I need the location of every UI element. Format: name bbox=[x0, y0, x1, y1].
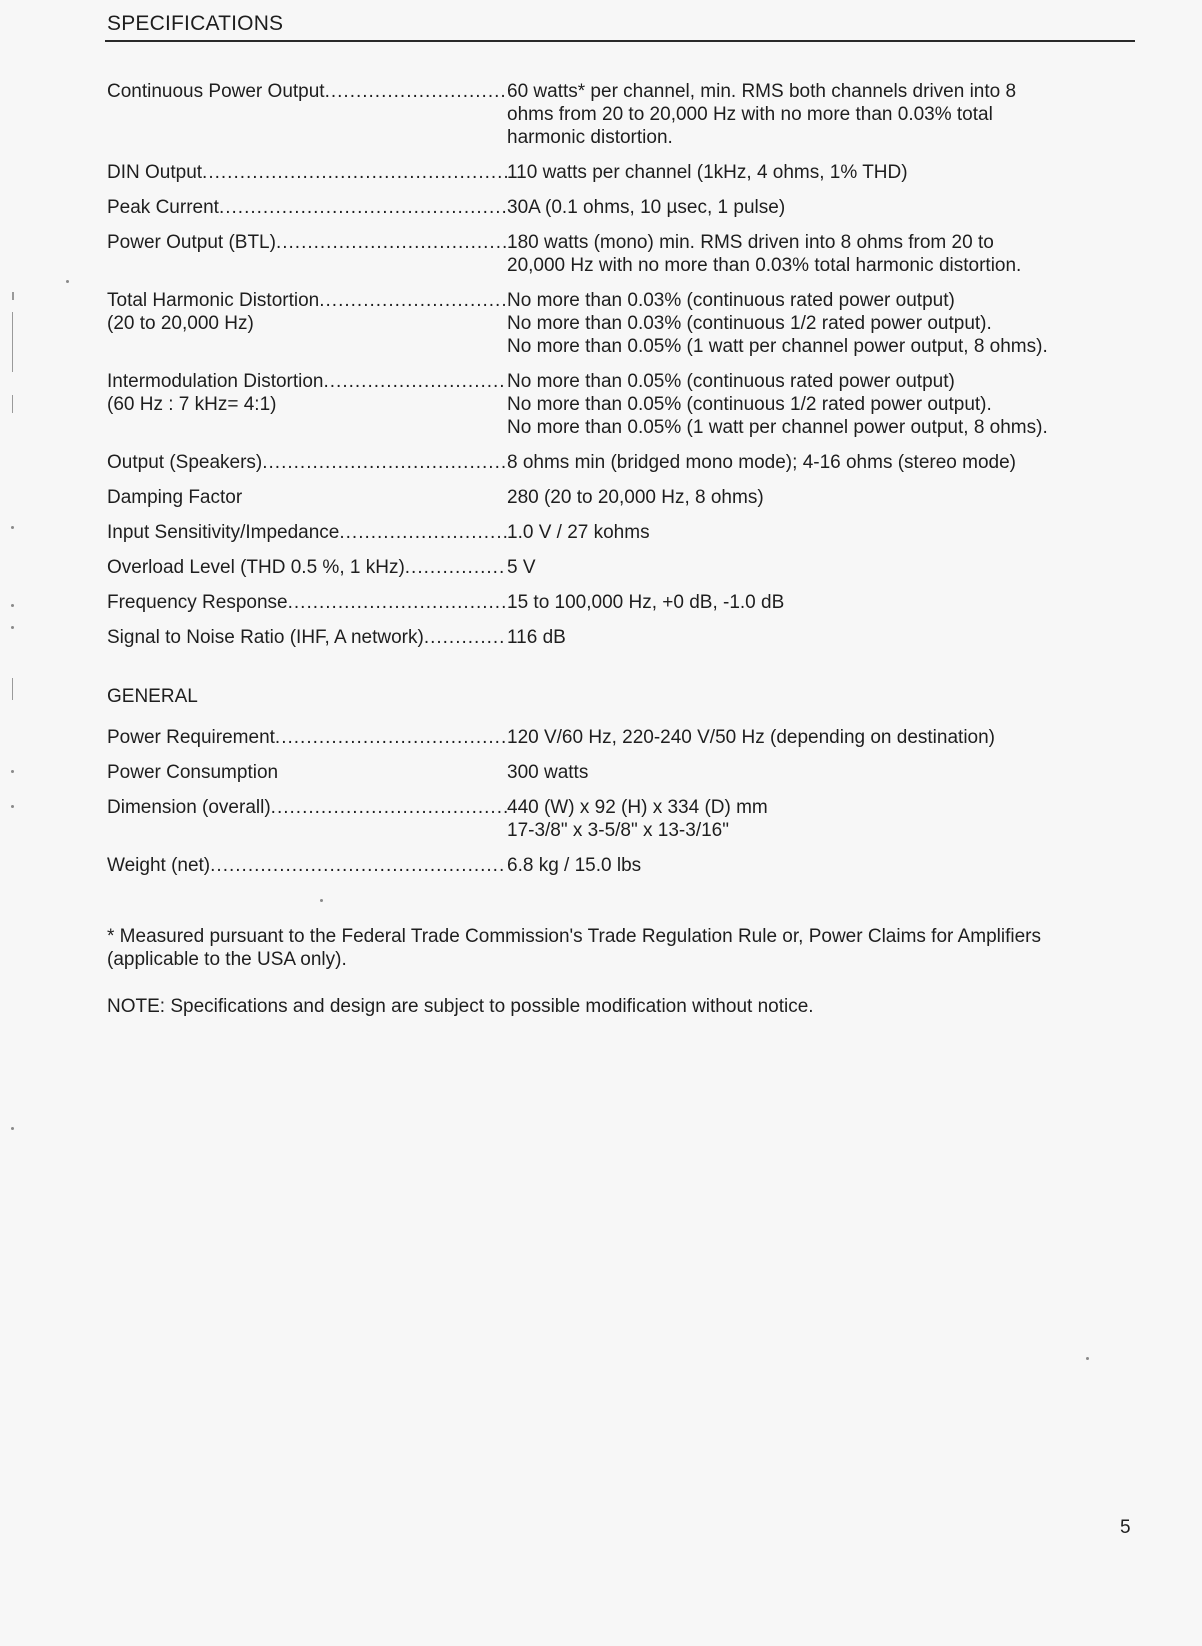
spec-value-line: 6.8 kg / 15.0 lbs bbox=[507, 855, 642, 876]
spec-label-line bbox=[107, 486, 507, 509]
spec-label bbox=[107, 289, 507, 358]
spec-value-line: No more than 0.03% (continuous 1/2 rated power output). bbox=[507, 313, 992, 334]
spec-row bbox=[107, 726, 1127, 749]
spec-label bbox=[107, 80, 507, 149]
spec-value-line: 116 dB bbox=[507, 627, 566, 648]
spec-value-line: 15 to 100,000 Hz, +0 dB, -1.0 dB bbox=[507, 592, 785, 613]
general-specifications-list bbox=[107, 726, 1127, 889]
spec-label-text: (60 Hz : 7 kHz= 4:1) bbox=[107, 394, 277, 415]
spec-label-line bbox=[107, 726, 507, 749]
dot-leader bbox=[319, 289, 507, 312]
spec-label-line bbox=[107, 231, 507, 254]
spec-value-line: 30A (0.1 ohms, 10 µsec, 1 pulse) bbox=[507, 197, 786, 218]
spec-label-line bbox=[107, 796, 507, 819]
spec-value-line: 8 ohms min (bridged mono mode); 4-16 ohms (stereo mode) bbox=[507, 452, 1017, 473]
scan-mark bbox=[12, 678, 13, 700]
spec-row bbox=[107, 626, 1127, 649]
spec-row bbox=[107, 486, 1127, 509]
dot-leader bbox=[254, 312, 507, 335]
spec-value-line: 60 watts* per channel, min. RMS both channels driven into 8 bbox=[507, 81, 1017, 102]
spec-label-line bbox=[107, 370, 507, 393]
scan-mark bbox=[12, 292, 14, 300]
spec-label-line bbox=[107, 556, 507, 579]
spec-row bbox=[107, 80, 1127, 149]
spec-value bbox=[507, 486, 1127, 509]
footnote-line: (applicable to the USA only). bbox=[107, 949, 347, 970]
spec-label bbox=[107, 796, 507, 842]
scan-mark bbox=[12, 395, 13, 413]
spec-row bbox=[107, 854, 1127, 877]
spec-label bbox=[107, 486, 507, 509]
spec-label-text: DIN Output bbox=[107, 162, 203, 183]
spec-value-line: 440 (W) x 92 (H) x 334 (D) mm bbox=[507, 797, 768, 818]
spec-value-line: 110 watts per channel (1kHz, 4 ohms, 1% THD) bbox=[507, 162, 908, 183]
spec-label-text: Weight (net) bbox=[107, 855, 211, 876]
dot-leader bbox=[242, 486, 507, 509]
spec-value bbox=[507, 161, 1127, 184]
dot-leader bbox=[219, 196, 507, 219]
spec-row bbox=[107, 231, 1127, 277]
scan-dot bbox=[11, 626, 14, 629]
dot-leader bbox=[262, 451, 507, 474]
spec-value bbox=[507, 796, 1127, 842]
spec-label bbox=[107, 591, 507, 614]
spec-row bbox=[107, 451, 1127, 474]
spec-value bbox=[507, 591, 1127, 614]
spec-label-text: Dimension (overall) bbox=[107, 797, 271, 818]
spec-label-text: Overload Level (THD 0.5 %, 1 kHz) bbox=[107, 557, 405, 578]
spec-value bbox=[507, 370, 1127, 439]
spec-label-text: Total Harmonic Distortion bbox=[107, 290, 320, 311]
spec-value-line: ohms from 20 to 20,000 Hz with no more than 0.03% total bbox=[507, 104, 993, 125]
spec-row bbox=[107, 161, 1127, 184]
spec-label-text: Power Consumption bbox=[107, 762, 279, 783]
spec-label bbox=[107, 726, 507, 749]
spec-label bbox=[107, 854, 507, 877]
scan-dot bbox=[11, 526, 14, 529]
spec-label-text: Frequency Response bbox=[107, 592, 288, 613]
spec-label bbox=[107, 196, 507, 219]
spec-value-line: No more than 0.05% (1 watt per channel power output, 8 ohms). bbox=[507, 417, 1048, 438]
spec-label bbox=[107, 626, 507, 649]
spec-value-line: 180 watts (mono) min. RMS driven into 8 ohms from 20 to bbox=[507, 232, 994, 253]
spec-label-line bbox=[107, 854, 507, 877]
spec-row bbox=[107, 196, 1127, 219]
page-number: 5 bbox=[1120, 1517, 1131, 1538]
scan-dot bbox=[320, 899, 323, 902]
spec-label-line bbox=[107, 521, 507, 544]
footnote bbox=[107, 925, 1137, 971]
spec-value-line: No more than 0.05% (continuous rated power output) bbox=[507, 371, 955, 392]
spec-value-line: harmonic distortion. bbox=[507, 127, 673, 148]
spec-label-line bbox=[107, 591, 507, 614]
scan-dot bbox=[66, 280, 69, 283]
note: NOTE: Specifications and design are subject to possible modification without notice. bbox=[107, 996, 814, 1017]
spec-value-line: 1.0 V / 27 kohms bbox=[507, 522, 650, 543]
page-header bbox=[105, 10, 1135, 42]
spec-value bbox=[507, 761, 1127, 784]
spec-value-line: No more than 0.03% (continuous rated power output) bbox=[507, 290, 955, 311]
scan-dot bbox=[11, 1127, 14, 1130]
dot-leader bbox=[276, 393, 507, 416]
dot-leader bbox=[275, 726, 507, 749]
spec-label-text: Power Requirement bbox=[107, 727, 275, 748]
spec-row bbox=[107, 521, 1127, 544]
dot-leader bbox=[424, 626, 507, 649]
spec-value bbox=[507, 196, 1127, 219]
spec-value bbox=[507, 451, 1127, 474]
page-title: SPECIFICATIONS bbox=[107, 12, 284, 35]
scan-dot bbox=[11, 805, 14, 808]
spec-label bbox=[107, 161, 507, 184]
dot-leader bbox=[288, 591, 507, 614]
dot-leader bbox=[278, 761, 507, 784]
scan-dot bbox=[1086, 1357, 1089, 1360]
spec-row bbox=[107, 796, 1127, 842]
spec-label bbox=[107, 231, 507, 277]
dot-leader bbox=[210, 854, 507, 877]
general-heading: GENERAL bbox=[107, 686, 198, 707]
spec-row bbox=[107, 289, 1127, 358]
spec-label-text: Output (Speakers) bbox=[107, 452, 263, 473]
spec-value bbox=[507, 289, 1127, 358]
spec-label-line bbox=[107, 80, 507, 103]
spec-value-line: No more than 0.05% (continuous 1/2 rated power output). bbox=[507, 394, 992, 415]
spec-label bbox=[107, 451, 507, 474]
dot-leader bbox=[271, 796, 507, 819]
spec-value-line: 120 V/60 Hz, 220-240 V/50 Hz (depending on destination) bbox=[507, 727, 995, 748]
spec-value-line: 280 (20 to 20,000 Hz, 8 ohms) bbox=[507, 487, 764, 508]
spec-label bbox=[107, 556, 507, 579]
spec-label bbox=[107, 370, 507, 439]
spec-label-text: Peak Current bbox=[107, 197, 219, 218]
spec-label bbox=[107, 761, 507, 784]
spec-value bbox=[507, 854, 1127, 877]
spec-label-text: Intermodulation Distortion bbox=[107, 371, 324, 392]
specifications-list bbox=[107, 80, 1127, 661]
spec-row bbox=[107, 556, 1127, 579]
spec-row bbox=[107, 370, 1127, 439]
spec-label-line bbox=[107, 289, 507, 312]
spec-label-line bbox=[107, 161, 507, 184]
dot-leader bbox=[276, 231, 507, 254]
spec-row bbox=[107, 761, 1127, 784]
spec-label-line bbox=[107, 393, 507, 416]
spec-label-line bbox=[107, 196, 507, 219]
spec-value-line: No more than 0.05% (1 watt per channel power output, 8 ohms). bbox=[507, 336, 1048, 357]
spec-value bbox=[507, 80, 1127, 149]
spec-value-line: 5 V bbox=[507, 557, 536, 578]
spec-value-line: 17-3/8" x 3-5/8" x 13-3/16" bbox=[507, 820, 729, 841]
spec-value bbox=[507, 521, 1127, 544]
spec-value bbox=[507, 726, 1127, 749]
spec-label-text: Continuous Power Output bbox=[107, 81, 325, 102]
dot-leader bbox=[325, 80, 507, 103]
scan-mark bbox=[12, 312, 13, 372]
dot-leader bbox=[339, 521, 507, 544]
spec-value bbox=[507, 626, 1127, 649]
spec-label-line bbox=[107, 451, 507, 474]
dot-leader bbox=[405, 556, 507, 579]
scan-dot bbox=[11, 770, 14, 773]
spec-value bbox=[507, 556, 1127, 579]
spec-label-text: (20 to 20,000 Hz) bbox=[107, 313, 254, 334]
footnote-line: * Measured pursuant to the Federal Trade Commission's Trade Regulation Rule or, Power Claims for Amplifiers bbox=[107, 926, 1041, 947]
dot-leader bbox=[202, 161, 507, 184]
spec-label-line bbox=[107, 626, 507, 649]
spec-label-text: Signal to Noise Ratio (IHF, A network) bbox=[107, 627, 424, 648]
spec-label bbox=[107, 521, 507, 544]
spec-label-text: Power Output (BTL) bbox=[107, 232, 276, 253]
spec-value-line: 300 watts bbox=[507, 762, 589, 783]
spec-value bbox=[507, 231, 1127, 277]
spec-label-text: Input Sensitivity/Impedance bbox=[107, 522, 340, 543]
spec-label-line bbox=[107, 312, 507, 335]
spec-label-line bbox=[107, 761, 507, 784]
scan-dot bbox=[11, 604, 14, 607]
spec-row bbox=[107, 591, 1127, 614]
spec-value-line: 20,000 Hz with no more than 0.03% total harmonic distortion. bbox=[507, 255, 1022, 276]
spec-label-text: Damping Factor bbox=[107, 487, 243, 508]
dot-leader bbox=[324, 370, 508, 393]
